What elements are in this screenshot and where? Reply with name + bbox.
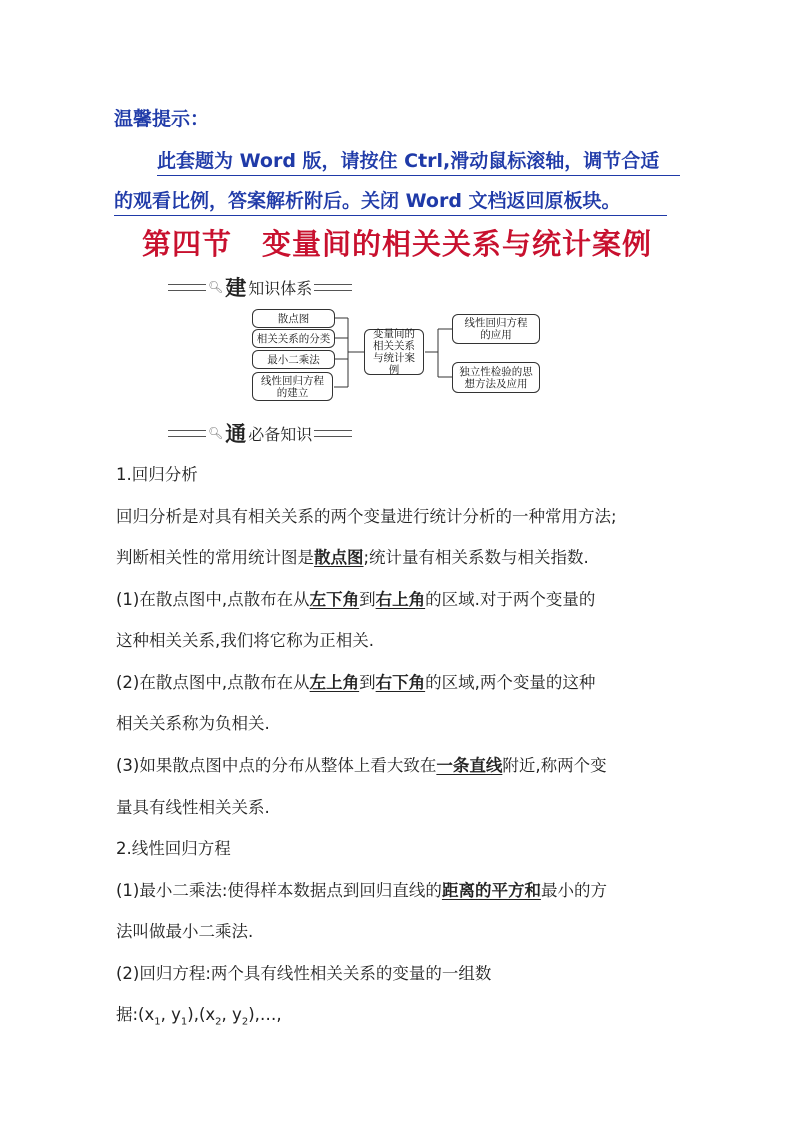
section-label: 知识体系	[248, 278, 313, 298]
tip-line-2: 的观看比例，答案解析附后。关闭 Word 文档返回原板块。	[114, 186, 667, 216]
magnifier-icon: 🔍︎	[208, 426, 224, 440]
section-must-know	[168, 418, 352, 448]
tip-line-1: 此套题为 Word 版，请按住 Ctrl,滑动鼠标滚轴，调节合适	[157, 146, 680, 176]
text-run: 的区域,两个变量的这种	[425, 673, 596, 692]
section-char: 建	[225, 275, 247, 300]
text-run: (3)如果散点图中点的分布从整体上看大致在	[116, 756, 437, 775]
text-run: , y	[160, 1005, 181, 1024]
keyword-blank: 散点图	[314, 548, 364, 567]
text-run: ;统计量有相关系数与相关指数.	[363, 548, 589, 567]
subscript: 2	[215, 1016, 222, 1028]
diagram-node-scatter: 散点图	[252, 309, 335, 328]
text-run: (2)在散点图中,点散布在从	[116, 673, 310, 692]
keyword-blank: 一条直线	[436, 756, 503, 775]
text-run: , y	[221, 1005, 242, 1024]
item-3-line: 量具有线性相关关系.	[116, 798, 270, 817]
text-run: 的区域.对于两个变量的	[425, 590, 596, 609]
item-regression-equation-line: (2)回归方程:两个具有线性相关关系的变量的一组数	[116, 964, 492, 983]
double-rule	[314, 430, 352, 437]
diagram-node-least-squares: 最小二乘法	[252, 350, 335, 369]
text-run: (1)在散点图中,点散布在从	[116, 590, 310, 609]
text-run: ),(x	[187, 1005, 216, 1024]
heading-regression-analysis: 1.回归分析	[116, 465, 198, 484]
item-2-line	[116, 669, 595, 693]
text-run: 最小的方	[540, 881, 607, 900]
diagram-node-regression-build: 线性回归方程的建立	[252, 372, 333, 401]
section-char: 通	[225, 421, 247, 446]
item-least-squares-line: 法叫做最小二乘法.	[116, 922, 254, 941]
subscript: 2	[241, 1016, 249, 1028]
diagram-node-regression-apply: 线性回归方程的应用	[452, 314, 540, 344]
text-run: 判断相关性的常用统计图是	[116, 548, 314, 567]
item-1-line: 这种相关关系,我们将它称为正相关.	[116, 631, 374, 650]
text-run: 到	[359, 590, 376, 609]
text-run: 据:(x	[116, 1005, 155, 1024]
paragraph-line	[116, 544, 589, 568]
diagram-node-classification: 相关关系的分类	[252, 329, 335, 348]
section-label: 必备知识	[248, 424, 313, 444]
text-run: 附近,称两个变	[502, 756, 607, 775]
item-least-squares-line	[116, 877, 607, 901]
item-1-line	[116, 586, 595, 610]
keyword-blank: 左下角	[309, 590, 360, 609]
item-3-line	[116, 752, 607, 776]
double-rule	[168, 430, 206, 437]
subscript: 1	[180, 1016, 188, 1028]
heading-regression-equation: 2.线性回归方程	[116, 839, 231, 858]
keyword-blank: 距离的平方和	[441, 881, 541, 900]
data-points-line	[116, 1001, 282, 1027]
keyword-blank: 左上角	[309, 673, 360, 692]
keyword-blank: 右上角	[375, 590, 426, 609]
text-run: ),…,	[248, 1005, 282, 1024]
diagram-node-independence: 独立性检验的思想方法及应用	[452, 362, 540, 393]
text-run: 到	[359, 673, 376, 692]
tip-title: 温馨提示：	[114, 108, 210, 130]
item-2-line: 相关关系称为负相关.	[116, 714, 270, 733]
diagram-node-center: 变量间的相关关系与统计案例	[364, 329, 424, 375]
paragraph-line: 回归分析是对具有相关关系的两个变量进行统计分析的一种常用方法;	[116, 507, 617, 526]
subscript: 1	[154, 1016, 161, 1028]
chapter-title: 第四节 变量间的相关关系与统计案例	[141, 227, 652, 261]
keyword-blank: 右下角	[375, 673, 426, 692]
magnifier-icon: 🔍︎	[208, 280, 224, 294]
text-run: (1)最小二乘法:使得样本数据点到回归直线的	[116, 881, 442, 900]
